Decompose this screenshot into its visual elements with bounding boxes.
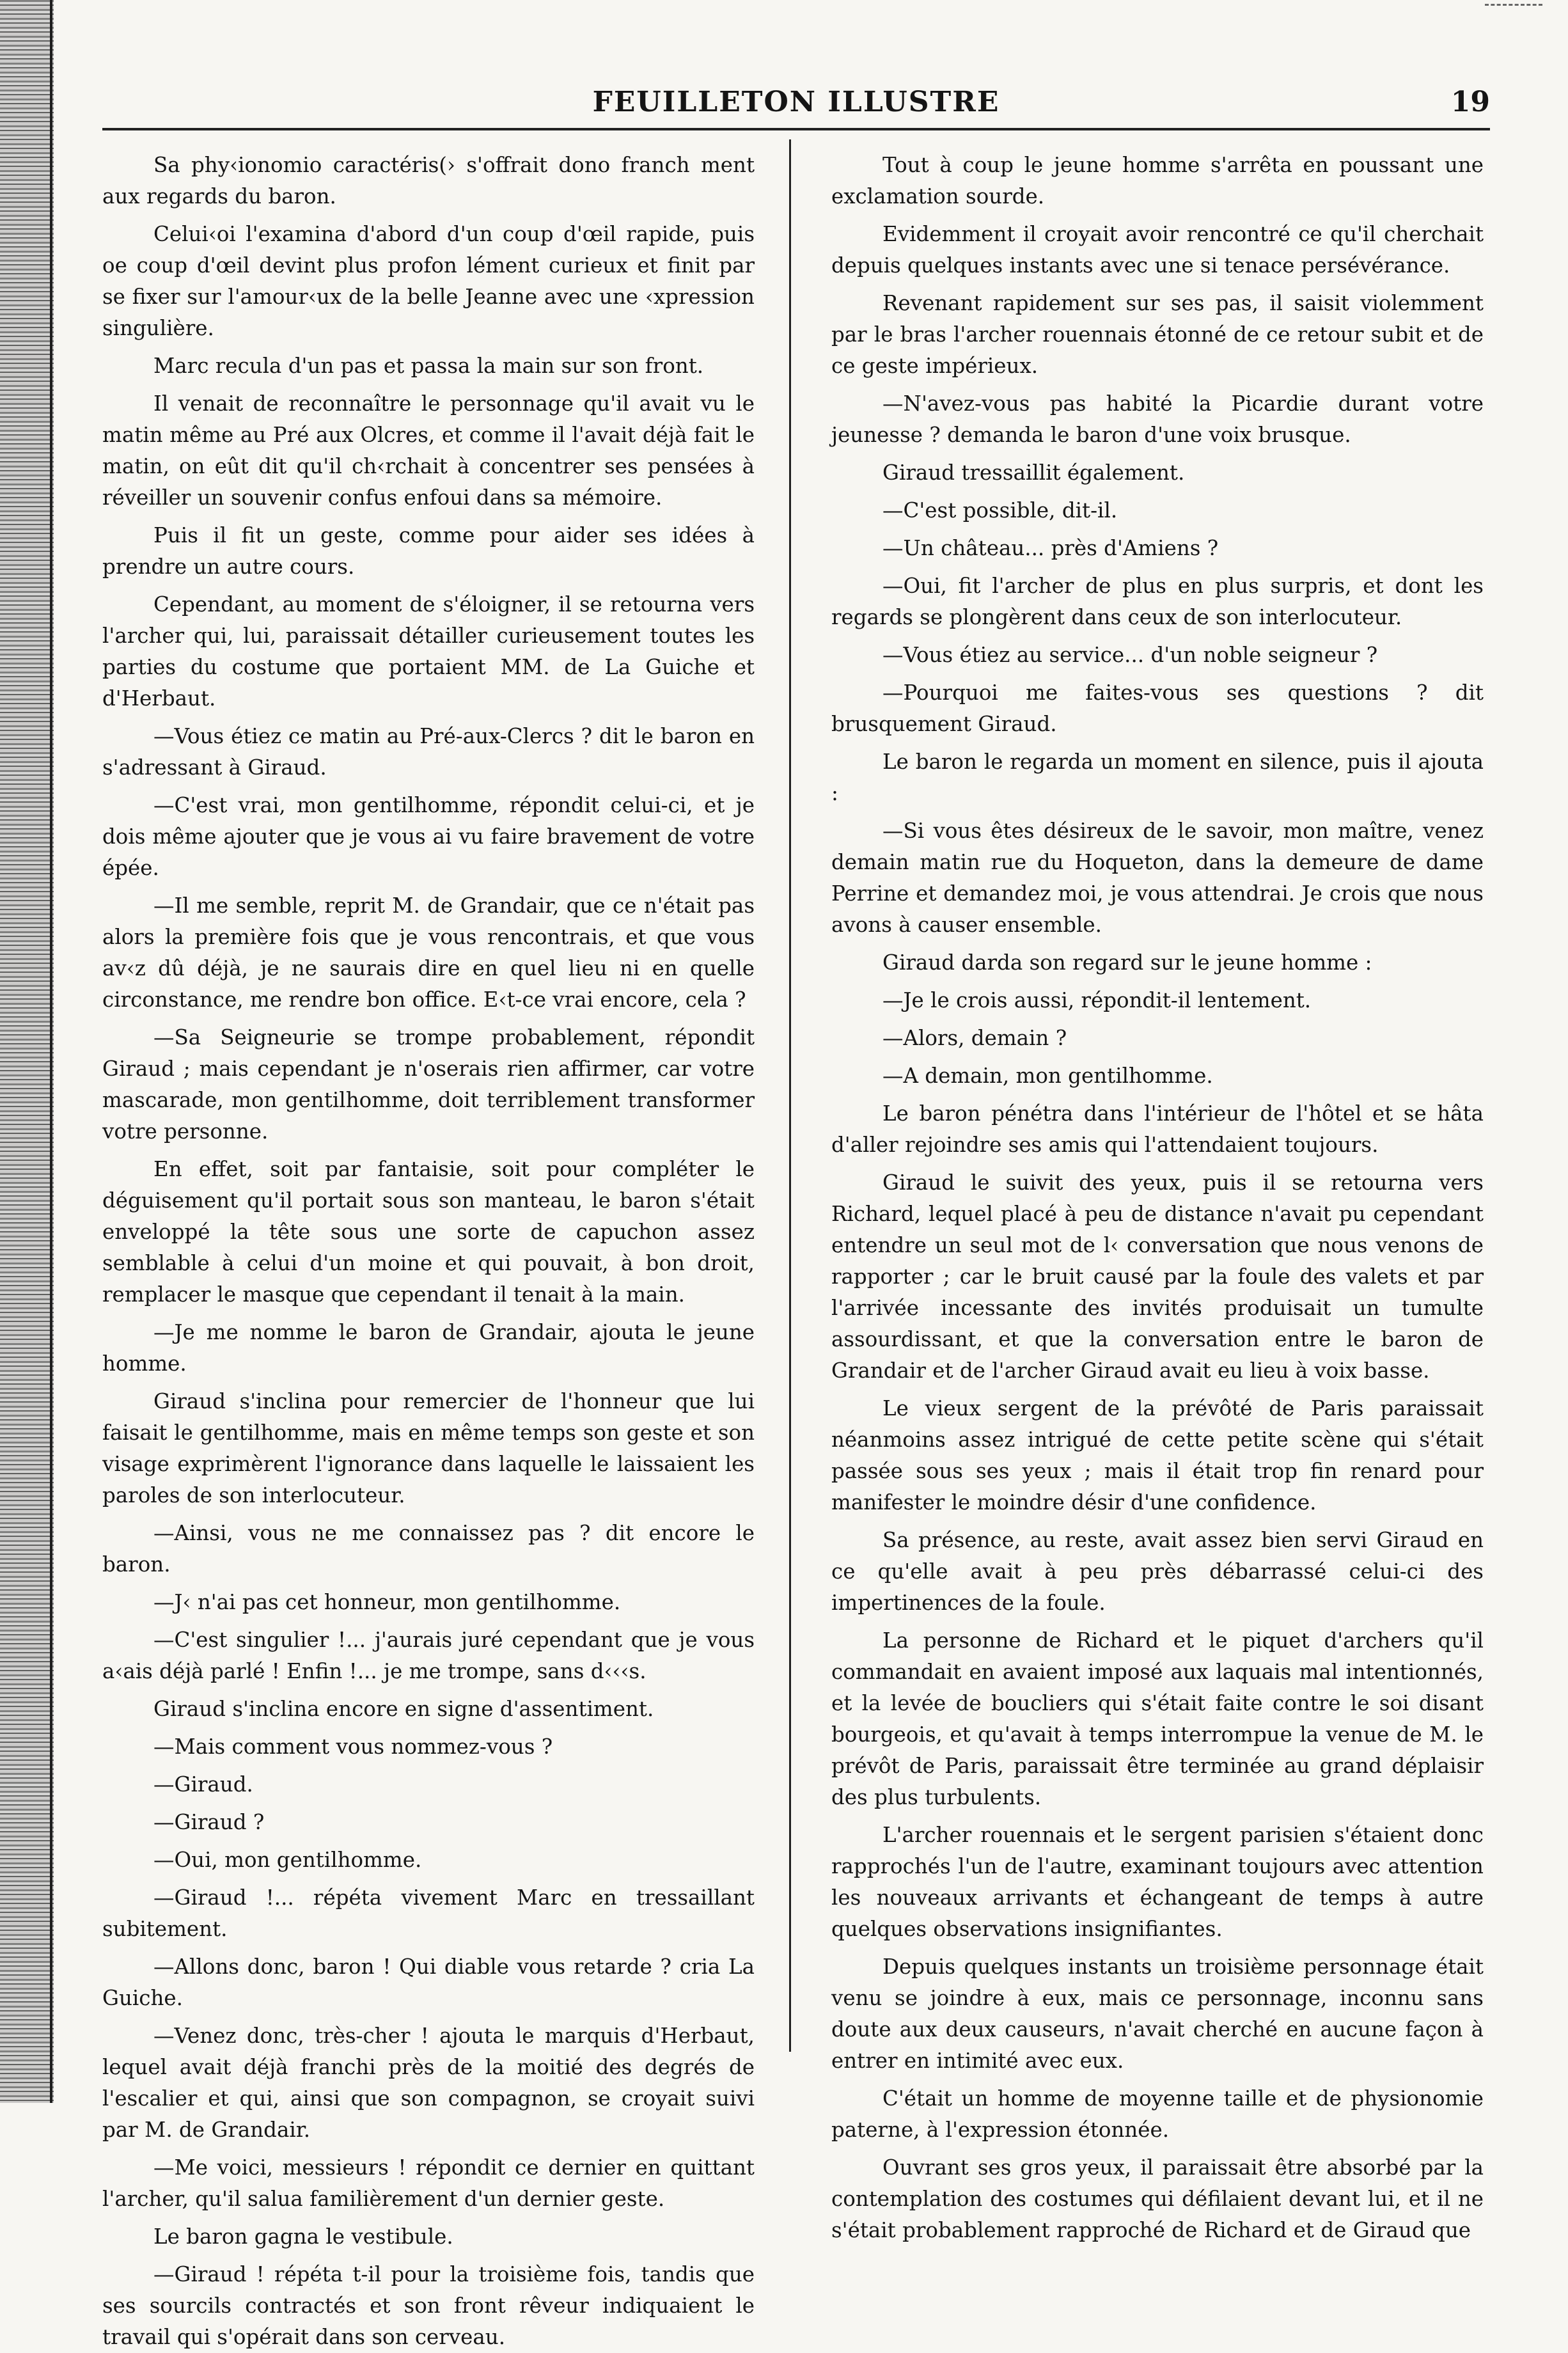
left-column: [102, 150, 755, 2349]
paragraph: —Giraud !... répéta vivement Marc en tressaillant subitement.: [102, 1885, 755, 1941]
paragraph: —Un château... près d'Amiens ?: [882, 536, 1219, 560]
paragraph: Il venait de reconnaître le personnage qu'il avait vu le matin même au Pré aux Olcres, et comme il l'avait déjà fait le matin, on eût dit qu'il ch‹rchait à concentrer ses pensées à réveiller un souvenir confus enfoui dans sa mémoire.: [102, 391, 755, 510]
paragraph: —Il me semble, reprit M. de Grandair, que ce n'était pas alors la première fois que je vous rencontrais, et que vous av‹z dû déjà, je ne saurais dire en quel lieu ni en quelle circonstance, me rendre bon office. E‹t-ce vrai encore, cela ?: [102, 893, 755, 1012]
running-title: FEUILLETON ILLUSTRE: [592, 86, 1000, 118]
paragraph: —Je le crois aussi, répondit-il lentement.: [882, 988, 1312, 1012]
paragraph: Giraud le suivit des yeux, puis il se retourna vers Richard, lequel placé à peu de distance n'avait pu cependant entendre un seul mot de l‹ conversation que nous venons de rapporter ; car le bruit causé par la foule des valets et par l'arrivée incessante des invités produisait un tumulte assourdissant, et que la conversation entre le baron de Grandair et de l'archer Giraud avait eu lieu à voix basse.: [831, 1170, 1484, 1383]
paragraph: Giraud s'inclina encore en signe d'assentiment.: [153, 1697, 654, 1721]
paragraph: Tout à coup le jeune homme s'arrêta en poussant une exclamation sourde.: [831, 153, 1484, 209]
paragraph: —N'avez-vous pas habité la Picardie durant votre jeunesse ? demanda le baron d'une voix brusque.: [831, 391, 1484, 447]
paragraph: —Allons donc, baron ! Qui diable vous retarde ? cria La Guiche.: [102, 1955, 755, 2010]
paragraph: Depuis quelques instants un troisième personnage était venu se joindre à eux, mais ce personnage, inconnu sans doute aux deux causeurs, n'avait cherché en aucune façon à entrer en intimité avec eux.: [831, 1955, 1484, 2073]
paragraph: —C'est vrai, mon gentilhomme, répondit celui-ci, et je dois même ajouter que je vous ai vu faire bravement de votre épée.: [102, 793, 755, 880]
paragraph: —Giraud ! répéta t-il pour la troisième fois, tandis que ses sourcils contractés et son front rêveur indiquaient le travail qui s'opérait dans son cerveau.: [102, 2262, 755, 2349]
paragraph: Sa phy‹ionomio caractéris(› s'offrait dono franch ment aux regards du baron.: [102, 153, 755, 209]
paragraph: —Sa Seigneurie se trompe probablement, répondit Giraud ; mais cependant je n'oserais rien affirmer, car votre mascarade, mon gentilhomme, doit terriblement transformer votre personne.: [102, 1025, 755, 1144]
paragraph: Revenant rapidement sur ses pas, il saisit violemment par le bras l'archer rouennais étonné de ce retour subit et de ce geste impérieux.: [831, 291, 1484, 378]
column-divider: [789, 139, 791, 2052]
page-header: [102, 70, 1490, 130]
paragraph: —J‹ n'ai pas cet honneur, mon gentilhomme.: [153, 1590, 621, 1614]
paragraph: Sa présence, au reste, avait assez bien servi Giraud en ce qu'elle avait à peu près débarrassé celui-ci des impertinences de la foule.: [831, 1528, 1484, 1615]
paragraph: —Pourquoi me faites-vous ses questions ? dit brusquement Giraud.: [831, 681, 1484, 736]
paragraph: Evidemment il croyait avoir rencontré ce qu'il cherchait depuis quelques instants avec une si tenace persévérance.: [831, 222, 1484, 278]
paragraph: Giraud tressaillit également.: [882, 460, 1185, 485]
paragraph: Le baron pénétra dans l'intérieur de l'hôtel et se hâta d'aller rejoindre ses amis qui l'attendaient toujours.: [831, 1101, 1484, 1157]
paragraph: Giraud s'inclina pour remercier de l'honneur que lui faisait le gentilhomme, mais en même temps son geste et son visage exprimèrent l'ignorance dans laquelle le laissaient les paroles de son interlocuteur.: [102, 1389, 755, 1507]
paragraph: La personne de Richard et le piquet d'archers qu'il commandait en avaient imposé aux laquais mal intentionnés, et la levée de boucliers qui s'était faite contre le soi disant bourgeois, et qu'avait à temps interrompue la venue de M. le prévôt de Paris, paraissait être terminée au grand déplaisir des plus turbulents.: [831, 1628, 1484, 1809]
paragraph: Marc recula d'un pas et passa la main sur son front.: [153, 354, 704, 378]
paragraph: En effet, soit par fantaisie, soit pour compléter le déguisement qu'il portait sous son manteau, le baron s'était enveloppé la tête sous une sorte de capuchon assez semblable à celui d'un moine et qui pouvait, à bon droit, remplacer le masque que cependant il tenait à la main.: [102, 1157, 755, 1307]
paragraph: Le vieux sergent de la prévôté de Paris paraissait néanmoins assez intrigué de cette petite scène qui s'était passée sous ses yeux ; mais il était trop fin renard pour manifester le moindre désir d'une confidence.: [831, 1396, 1484, 1515]
paragraph: Le baron le regarda un moment en silence, puis il ajouta :: [831, 750, 1484, 805]
paragraph: Cependant, au moment de s'éloigner, il se retourna vers l'archer qui, lui, paraissait détailler curieusement toutes les parties du costume que portaient MM. de La Guiche et d'Herbaut.: [102, 592, 755, 711]
paragraph: —Vous étiez ce matin au Pré-aux-Clercs ? dit le baron en s'adressant à Giraud.: [102, 724, 755, 780]
paragraph: —Mais comment vous nommez-vous ?: [153, 1735, 553, 1759]
paragraph: —Je me nomme le baron de Grandair, ajouta le jeune homme.: [102, 1320, 755, 1376]
right-column: [831, 150, 1484, 2242]
paragraph: —C'est singulier !... j'aurais juré cependant que je vous a‹ais déjà parlé ! Enfin !... je me trompe, sans d‹‹‹s.: [102, 1628, 755, 1683]
paragraph: Ouvrant ses gros yeux, il paraissait être absorbé par la contemplation des costumes qui défilaient devant lui, et il ne s'était probablement rapproché de Richard et de Giraud que: [831, 2155, 1484, 2242]
paragraph: —Oui, mon gentilhomme.: [153, 1848, 422, 1872]
paragraph: C'était un homme de moyenne taille et de physionomie paterne, à l'expression étonnée.: [831, 2086, 1484, 2142]
page-number: 19: [1450, 86, 1490, 118]
paragraph: —Alors, demain ?: [882, 1026, 1067, 1050]
paragraph: —Oui, fit l'archer de plus en plus surpris, et dont les regards se plongèrent dans ceux de son interlocuteur.: [831, 574, 1484, 629]
paragraph: —Ainsi, vous ne me connaissez pas ? dit encore le baron.: [102, 1521, 755, 1577]
paragraph: —Venez donc, très-cher ! ajouta le marquis d'Herbaut, lequel avait déjà franchi près de la moitié des degrés de l'escalier et qui, ainsi que son compagnon, se croyait suivi par M. de Grandair.: [102, 2024, 755, 2142]
paragraph: —Giraud ?: [153, 1810, 265, 1834]
paragraph: Le baron gagna le vestibule.: [153, 2224, 453, 2249]
corner-mark: [1485, 4, 1542, 8]
paragraph: L'archer rouennais et le sergent parisien s'étaient donc rapprochés l'un de l'autre, examinant toujours avec attention les nouveaux arrivants et échangeant de temps à autre quelques observations insignifiantes.: [831, 1823, 1484, 1941]
paragraph: —Vous étiez au service... d'un noble seigneur ?: [882, 643, 1378, 667]
paragraph: —Si vous êtes désireux de le savoir, mon maître, venez demain matin rue du Hoqueton, dans la demeure de dame Perrine et demandez moi, je vous attendrai. Je crois que nous avons à causer ensemble.: [831, 819, 1484, 937]
paragraph: —A demain, mon gentilhomme.: [882, 1064, 1213, 1088]
page-binding-edge: [0, 0, 54, 2103]
paragraph: Puis il fit un geste, comme pour aider ses idées à prendre un autre cours.: [102, 523, 755, 579]
paragraph: —C'est possible, dit-il.: [882, 498, 1118, 523]
paragraph: —Giraud.: [153, 1772, 253, 1797]
paragraph: Celui‹oi l'examina d'abord d'un coup d'œil rapide, puis oe coup d'œil devint plus profon lément curieux et finit par se fixer sur l'amour‹ux de la belle Jeanne avec une ‹xpression singulière.: [102, 222, 755, 340]
paragraph: —Me voici, messieurs ! répondit ce dernier en quittant l'archer, qu'il salua familièrement d'un dernier geste.: [102, 2155, 755, 2211]
paragraph: Giraud darda son regard sur le jeune homme :: [882, 950, 1372, 975]
binding-shadow: [50, 0, 52, 2103]
